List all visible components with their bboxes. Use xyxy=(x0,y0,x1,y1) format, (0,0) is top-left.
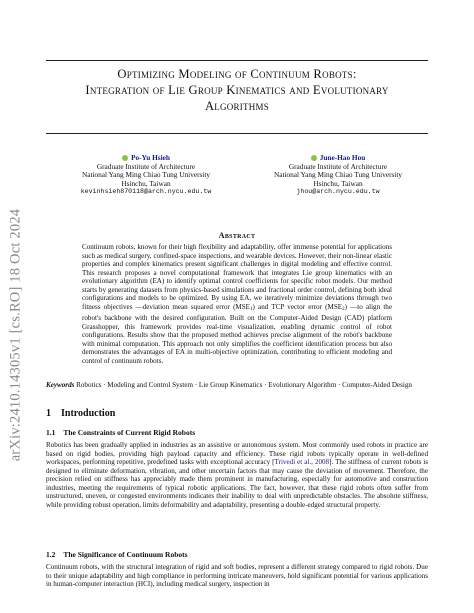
paper-title xyxy=(46,66,428,114)
subsection-number: 1.1 xyxy=(46,428,56,437)
author-1-location: Hsinchu, Taiwan xyxy=(121,178,171,188)
abstract-text-3: ) —to align the robot's backbone with the desired configuration. Built on the Computer-Aided Design (CAD) platform Grasshopper, this framework provides real-time visualization, enabling dynamic control of robot configurations. Results show that the proposed method achieves precise alignment of the robot's backbone with minimal computation. This approach not only simplifies the coefficient identification process but also demonstrates the advantages of EA in multi-objective optimization, contributing to efficient modeling and control of continuum robots. xyxy=(82,302,392,365)
section-number: 1 xyxy=(46,408,51,419)
orcid-icon[interactable] xyxy=(122,155,128,161)
abstract-text-2: ) and TCP vector error (MSE xyxy=(252,302,343,311)
citation-link[interactable]: Trivedi et al., 2008 xyxy=(274,458,330,467)
title-line-2: Integration of Lie Group Kinematics and Evolutionary xyxy=(85,83,389,97)
title-line-3: Algorithms xyxy=(204,99,270,113)
paragraph-text-b: ]. The stiffness of current robots is designed to eliminate deformation, vibration, and other uncertain factors that may cause the deviation of movement. Therefore, the precision relied on stiffness has appreciably made them prominent in manufacturing, especially for automotive and construction industries, meeting the requirements of typical robotic applications. The fact, however, that these rigid robots often suffer from unstructured, uneven, or congested environments indicates their inability to deal with unpredictable obstacles. The absolute stiffness, while providing robust operation, limits deformability and adaptability, presenting a double-edged structural property. xyxy=(46,458,428,509)
abstract-body xyxy=(82,243,392,365)
subsection-heading-1-1 xyxy=(46,428,195,437)
author-1-university: National Yang Ming Chiao Tung University xyxy=(81,170,211,180)
abstract-heading: Abstract xyxy=(218,231,256,240)
author-1 xyxy=(46,154,246,197)
section-heading-introduction xyxy=(46,408,115,419)
author-2-location: Hsinchu, Taiwan xyxy=(313,178,363,188)
title-top-rule xyxy=(46,60,428,61)
arxiv-id-text: arXiv:2410.14305v1 [cs.RO] 18 Oct 2024 xyxy=(7,208,24,462)
author-1-name[interactable]: Po-Yu Hsieh xyxy=(131,153,170,162)
subsection-title: The Significance of Continuum Robots xyxy=(63,550,188,559)
mse-subscript-1: 1 xyxy=(250,306,253,312)
abstract-text-1: Continuum robots, known for their high flexibility and adaptability, offer immense potential for applications such as medical surgery, confined-space inspections, and wearable devices. However, their non-linear elastic properties and complex kinematics present significant challenges in digital modeling and effective control. This research proposes a novel computational framework that integrates Lie group kinematics with an evolutionary algorithm (EA) to identify optimal control coefficients for specific robot models. Our method starts by generating datasets from physics-based simulations and fractional order control, defining both ideal configurations and models to be optimized. By using EA, we iteratively minimize deviations through two fitness objectives —deviation mean squared error (MSE xyxy=(82,243,392,311)
keywords-label: Keywords xyxy=(46,381,75,389)
arxiv-identifier-sidebar xyxy=(4,150,28,520)
title-line-1: Optimizing Modeling of Continuum Robots: xyxy=(117,67,357,81)
author-2-university: National Yang Ming Chiao Tung University xyxy=(273,170,403,180)
author-2-name[interactable]: June-Hao Hou xyxy=(319,153,366,162)
subsection-number: 1.2 xyxy=(46,550,56,559)
keywords xyxy=(46,381,428,390)
author-2 xyxy=(238,154,438,197)
author-1-affiliation: Graduate Institute of Architecture xyxy=(96,161,196,171)
mse-subscript-2: 2 xyxy=(342,306,345,312)
subsection-heading-1-2 xyxy=(46,550,188,559)
author-1-email[interactable]: kevinhsieh870118@arch.nycu.edu.tw xyxy=(80,188,212,196)
title-bottom-rule xyxy=(46,133,428,134)
author-2-email[interactable]: jhou@arch.nycu.edu.tw xyxy=(296,188,380,196)
keywords-list: Robotics · Modeling and Control System · Lie Group Kinematics · Evolutionary Algorithm · Computer-Aided Design xyxy=(76,381,412,389)
paragraph-rigid-robots xyxy=(46,441,428,509)
paragraph-text-a: Robotics has been gradually applied in industries as an assistive or autonomous system. Most commonly used robots in practice are based on rigid bodies, providing high payload capacity and efficiency. These rigid robots typically operate in well-defined workspaces, performing repetitive, predefined tasks with exceptional accuracy [ xyxy=(46,441,428,467)
author-2-affiliation: Graduate Institute of Architecture xyxy=(288,161,388,171)
orcid-icon[interactable] xyxy=(311,155,317,161)
paragraph-continuum-robots: Continuum robots, with the structural integration of rigid and soft bodies, represent a different strategy compared to rigid robots. Due to their unique adaptability and high compliance in performing intricate maneuvers, hold significant potential for various applications in human-computer interaction (HCI), including medical surgery, inspection in xyxy=(46,563,428,589)
section-title: Introduction xyxy=(61,408,116,419)
author-block xyxy=(46,154,428,206)
subsection-title: The Constraints of Current Rigid Robots xyxy=(63,428,196,437)
